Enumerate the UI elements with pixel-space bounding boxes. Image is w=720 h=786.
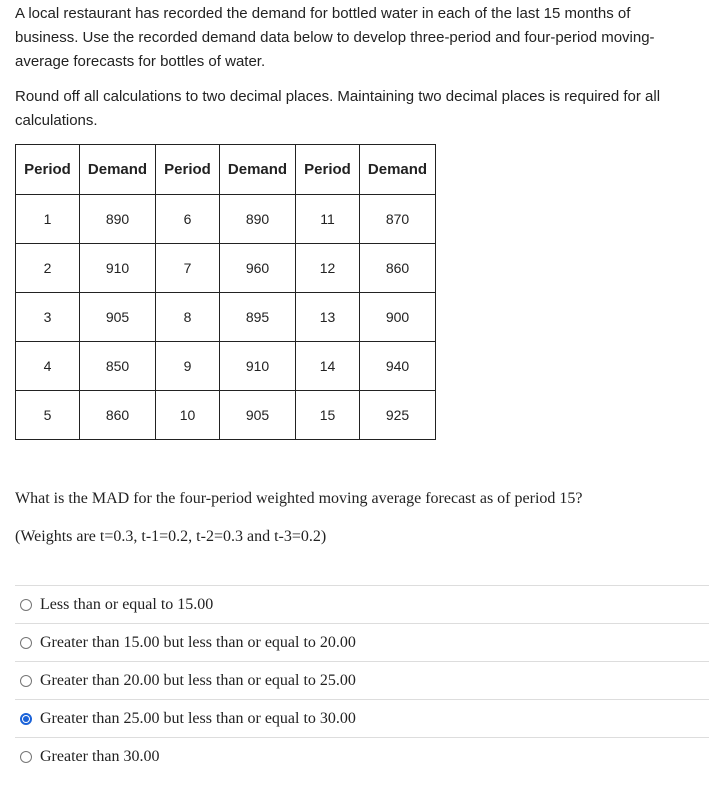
problem-description: A local restaurant has recorded the demand for bottled water in each of the last 15 months of business. Use the recorded demand data below to develop three-period and four-period moving-average forecasts for bottles of water.	[15, 5, 655, 70]
period-cell: 6	[156, 195, 220, 244]
question-text: What is the MAD for the four-period weighted moving average forecast as of period 15?	[15, 490, 583, 507]
answer-option[interactable]	[15, 585, 709, 623]
header-demand: Demand	[80, 145, 156, 195]
header-period: Period	[296, 145, 360, 195]
demand-cell: 905	[220, 391, 296, 440]
demand-cell: 925	[360, 391, 436, 440]
period-cell: 7	[156, 244, 220, 293]
table-row	[16, 195, 436, 244]
answer-option[interactable]	[15, 737, 709, 775]
demand-cell: 860	[80, 391, 156, 440]
header-period: Period	[156, 145, 220, 195]
table-row	[16, 391, 436, 440]
option-label[interactable]: Greater than 25.00 but less than or equal to 30.00	[40, 709, 356, 727]
question-weights: (Weights are t=0.3, t-1=0.2, t-2=0.3 and t-3=0.2)	[15, 528, 327, 545]
rounding-instructions: Round off all calculations to two decimal places. Maintaining two decimal places is required for all calculations.	[15, 88, 661, 129]
table-row	[16, 342, 436, 391]
demand-cell: 910	[220, 342, 296, 391]
period-cell: 5	[16, 391, 80, 440]
demand-cell: 900	[360, 293, 436, 342]
period-cell: 12	[296, 244, 360, 293]
demand-cell: 850	[80, 342, 156, 391]
demand-cell: 910	[80, 244, 156, 293]
option-label[interactable]: Greater than 30.00	[40, 747, 160, 765]
radio-button[interactable]	[20, 751, 32, 763]
demand-table	[15, 144, 436, 440]
answer-options	[15, 585, 709, 775]
demand-cell: 895	[220, 293, 296, 342]
period-cell: 9	[156, 342, 220, 391]
answer-option[interactable]	[15, 623, 709, 661]
option-label[interactable]: Greater than 20.00 but less than or equal to 25.00	[40, 671, 356, 689]
demand-cell: 870	[360, 195, 436, 244]
demand-cell: 860	[360, 244, 436, 293]
period-cell: 10	[156, 391, 220, 440]
radio-button[interactable]	[20, 599, 32, 611]
option-label[interactable]: Greater than 15.00 but less than or equal to 20.00	[40, 633, 356, 651]
option-label[interactable]: Less than or equal to 15.00	[40, 595, 214, 613]
answer-option[interactable]	[15, 661, 709, 699]
table-row	[16, 293, 436, 342]
period-cell: 4	[16, 342, 80, 391]
answer-option[interactable]	[15, 699, 709, 737]
period-cell: 3	[16, 293, 80, 342]
period-cell: 11	[296, 195, 360, 244]
radio-button[interactable]	[20, 637, 32, 649]
period-cell: 2	[16, 244, 80, 293]
demand-cell: 905	[80, 293, 156, 342]
period-cell: 15	[296, 391, 360, 440]
table-header-row	[16, 145, 436, 195]
period-cell: 14	[296, 342, 360, 391]
period-cell: 13	[296, 293, 360, 342]
radio-button[interactable]	[20, 675, 32, 687]
demand-cell: 890	[220, 195, 296, 244]
header-demand: Demand	[220, 145, 296, 195]
demand-cell: 960	[220, 244, 296, 293]
radio-button[interactable]	[20, 713, 32, 725]
header-period: Period	[16, 145, 80, 195]
period-cell: 1	[16, 195, 80, 244]
table-row	[16, 244, 436, 293]
header-demand: Demand	[360, 145, 436, 195]
demand-cell: 890	[80, 195, 156, 244]
period-cell: 8	[156, 293, 220, 342]
demand-cell: 940	[360, 342, 436, 391]
